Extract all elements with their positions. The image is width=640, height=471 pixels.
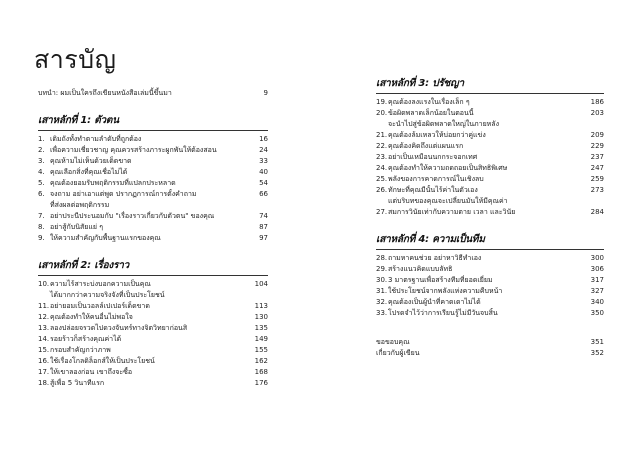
toc-entry-text: สมการวินัยเท่ากับความตาย เวลา และวินัย [388, 208, 516, 216]
toc-entry-number: 19. [376, 98, 388, 106]
toc-entry-page: 340 [590, 298, 604, 306]
toc-entry-number: 3. [38, 157, 45, 165]
toc-entry-number: 25. [376, 175, 388, 183]
toc-entry [38, 334, 268, 345]
toc-entry [38, 167, 268, 178]
toc-entry [38, 156, 268, 167]
toc-entry-text: คุณต้องลงแรงในเรื่องเล็ก ๆ [388, 98, 470, 106]
toc-entry-text: 3 มาตรฐานเพื่อสร้างทีมที่ยอดเยี่ยม [388, 276, 493, 284]
toc-entry-number: 10. [38, 280, 50, 288]
section-heading: เสาหลักที่ 1: ตัวตน [38, 113, 268, 131]
toc-entry-text: ข้อผิดพลาดเล็กน้อยในตอนนี้ [388, 109, 474, 117]
toc-entry-text: ถามหาคนช่วย อย่าหาวิธีทำเอง [388, 254, 482, 262]
toc-entry-page: 66 [259, 190, 268, 198]
toc-entry-text: ให้เขาลองก่อน เขาถึงจะซื้อ [50, 368, 133, 376]
toc-entry [38, 233, 268, 244]
toc-entry-page: 40 [259, 168, 268, 176]
toc-entry [376, 297, 604, 308]
toc-entry-page: 317 [590, 276, 604, 284]
toc-entry [38, 145, 268, 156]
toc-entry-text: เพื่อความเชี่ยวชาญ คุณควรสร้างภาระผูกพันให้ต้องสอน [50, 146, 217, 154]
toc-entry [38, 345, 268, 356]
toc-entry-number: 16. [38, 357, 50, 365]
toc-entry-number: 24. [376, 164, 388, 172]
toc-entry-text: คุณห้ามไม่เห็นด้วยเด็ดขาด [50, 157, 132, 165]
toc-entry-page: 97 [259, 234, 268, 242]
toc-entry-page: 16 [259, 135, 268, 143]
toc-entry-text: อย่าเป็นเหมือนนกกระจอกเทศ [388, 153, 478, 161]
toc-entry [38, 312, 268, 323]
toc-entry [38, 134, 268, 145]
toc-entry-page: 259 [590, 175, 604, 183]
toc-entry-number: 14. [38, 335, 50, 343]
toc-entry [38, 211, 268, 222]
toc-entry-number: 13. [38, 324, 50, 332]
toc-entry [376, 108, 604, 119]
toc-entry-page: 350 [590, 309, 604, 317]
toc-entry-page: 130 [254, 313, 268, 321]
toc-entry-page: 24 [259, 146, 268, 154]
toc-entry [38, 222, 268, 233]
toc-entry [38, 356, 268, 367]
toc-entry-number: 1. [38, 135, 45, 143]
toc-entry-text: ขอขอบคุณ [376, 338, 410, 346]
toc-entry [376, 130, 604, 141]
toc-entry-number: 4. [38, 168, 45, 176]
toc-entry-page: 54 [259, 179, 268, 187]
toc-entry-text: ลองปล่อยจรวดไปดวงจันทร์ทางจิตวิทยาก่อนสิ [50, 324, 188, 332]
toc-entry-page: 155 [254, 346, 268, 354]
toc-entry-page: 176 [254, 379, 268, 387]
toc-entry-page: 284 [590, 208, 604, 216]
toc-entry-text: ใช้เรื่องโกลดิล็อกส์ให้เป็นประโยชน์ [50, 357, 155, 365]
toc-entry [38, 367, 268, 378]
toc-entry-text: ให้ความสำคัญกับพื้นฐานแรกของคุณ [50, 234, 161, 242]
toc-entry-text: จงถาม อย่าเอาแต่พูด ปรากฏการณ์การตั้งคำถาม [50, 190, 197, 198]
toc-entry-text: เกี่ยวกับผู้เขียน [376, 349, 420, 357]
toc-entry-page: 229 [590, 142, 604, 150]
toc-entry-continuation: ได้มากกว่าความจริงจังที่เป็นประโยชน์ [50, 291, 165, 299]
toc-entry-number: 31. [376, 287, 388, 295]
toc-part [376, 76, 604, 218]
toc-entry-page: 74 [259, 212, 268, 220]
toc-entry-page: 9 [263, 89, 268, 97]
toc-entry-page: 87 [259, 223, 268, 231]
toc-entry-text: ความไร้สาระบ่งบอกความเป็นคุณ [50, 280, 151, 288]
toc-entry-number: 26. [376, 186, 388, 194]
toc-entry-number: 18. [38, 379, 50, 387]
toc-entry-text: สร้างแนวคิดแบบลัทธิ [388, 265, 453, 273]
toc-entry [376, 185, 604, 196]
toc-entry [376, 286, 604, 297]
toc-entry-page: 300 [590, 254, 604, 262]
toc-entry-page: 135 [254, 324, 268, 332]
toc-entry-number: 27. [376, 208, 388, 216]
toc-entry-number: 2. [38, 146, 45, 154]
toc-entry-text: รอยร้าวก็สร้างคุณค่าได้ [50, 335, 122, 343]
toc-entry [376, 253, 604, 264]
toc-entry-page: 351 [590, 338, 604, 346]
toc-entry-page: 104 [254, 280, 268, 288]
toc-entry [376, 308, 604, 319]
toc-entry-page: 113 [254, 302, 268, 310]
toc-entry-number: 11. [38, 302, 50, 310]
toc-entry-page: 273 [590, 186, 604, 194]
toc-entry-continuation: ที่ส่งผลต่อพฤติกรรม [50, 201, 110, 209]
toc-entry-text: คุณต้องคิดถึงแต่แผนแรก [388, 142, 464, 150]
toc-entry-page: 168 [254, 368, 268, 376]
page-title: สารบัญ [34, 45, 117, 74]
toc-entry-text: คุณต้องทำให้คนอื่นไม่พอใจ [50, 313, 133, 321]
toc-entry-continuation: จะนำไปสู่ข้อผิดพลาดใหญ่ในภายหลัง [388, 120, 499, 128]
toc-entry-number: 20. [376, 109, 388, 117]
toc-column-left [38, 76, 268, 389]
toc-entry-page: 237 [590, 153, 604, 161]
toc-entry [38, 178, 268, 189]
toc-entry [376, 337, 604, 348]
toc-entry-number: 21. [376, 131, 388, 139]
toc-entry-number: 6. [38, 190, 45, 198]
toc-entry [38, 279, 268, 290]
toc-entry-text: สู้เพื่อ 5 วินาทีแรก [50, 379, 105, 387]
toc-entry-text: อย่ายอมเป็นวอลล์เปเปอร์เด็ดขาด [50, 302, 150, 310]
toc-part [38, 113, 268, 244]
toc-entry-number: 32. [376, 298, 388, 306]
toc-entry-text: คุณต้องทำให้ความถดถอยเป็นสิทธิพิเศษ [388, 164, 508, 172]
toc-entry-text: คุณเลือกสิ่งที่คุณเชื่อไม่ได้ [50, 168, 128, 176]
toc-entry-number: 23. [376, 153, 388, 161]
toc-entry [38, 301, 268, 312]
toc-entry-text: บทนำ: ผมเป็นใครถึงเขียนหนังสือเล่มนี้ขึ้นมา [38, 89, 172, 97]
toc-entry [38, 323, 268, 334]
toc-entry-text: คุณต้องเป็นผู้นำที่คาดเดาไม่ได้ [388, 298, 481, 306]
toc-entry-page: 327 [590, 287, 604, 295]
toc-entry-number: 15. [38, 346, 50, 354]
toc-part [38, 258, 268, 389]
toc-entry-text: คุณต้องยอมรับพฤติกรรมที่แปลกประหลาด [50, 179, 176, 187]
section-heading: เสาหลักที่ 2: เรื่องราว [38, 258, 268, 276]
toc-entry-number: 29. [376, 265, 388, 273]
toc-entry-number: 12. [38, 313, 50, 321]
toc-entry-text: ทักษะที่คุณมีนั้นไร้ค่าในตัวเอง [388, 186, 478, 194]
toc-entry-page: 162 [254, 357, 268, 365]
toc-entry-number: 17. [38, 368, 50, 376]
toc-entry [38, 378, 268, 389]
toc-entry-number: 9. [38, 234, 45, 242]
toc-entry-number: 7. [38, 212, 45, 220]
toc-entry-page: 306 [590, 265, 604, 273]
toc-part [376, 232, 604, 319]
section-heading: เสาหลักที่ 3: ปรัชญา [376, 76, 604, 94]
toc-column-right [376, 76, 604, 359]
toc-entry-page: 209 [590, 131, 604, 139]
toc-entry-number: 28. [376, 254, 388, 262]
toc-entry-text: เติมถังทั้งทำตามลำดับที่ถูกต้อง [50, 135, 142, 143]
toc-entry-number: 30. [376, 276, 388, 284]
toc-entry [376, 97, 604, 108]
toc-entry-number: 33. [376, 309, 388, 317]
toc-entry [376, 141, 604, 152]
toc-entry-page: 186 [590, 98, 604, 106]
toc-entry-number: 22. [376, 142, 388, 150]
toc-entry-text: โปรดจำไว้ว่าการเรียนรู้ไม่มีวันจบสิ้น [388, 309, 498, 317]
toc-entry-number: 5. [38, 179, 45, 187]
toc-entry-text: ใช้ประโยชน์จากพลังแห่งความคืบหน้า [388, 287, 503, 295]
toc-entry [38, 189, 268, 200]
toc-entry-page: 247 [590, 164, 604, 172]
toc-intro-entry [38, 88, 268, 99]
toc-entry [376, 348, 604, 359]
toc-entry-text: อย่าสู้กับนิสัยแย่ ๆ [50, 223, 103, 231]
toc-entry-continuation: แต่บริบทของคุณจะเปลี่ยนมันให้มีคุณค่า [388, 197, 508, 205]
toc-entry [376, 163, 604, 174]
toc-entry [376, 174, 604, 185]
toc-entry-text: อย่าประนีประนอมกับ "เรื่องราวเกี่ยวกับตัวตน" ของคุณ [50, 212, 215, 220]
section-heading: เสาหลักที่ 4: ความเป็นทีม [376, 232, 604, 250]
toc-entry-text: คุณต้องล้มเหลวให้บ่อยกว่าคู่แข่ง [388, 131, 486, 139]
toc-entry-page: 352 [590, 349, 604, 357]
toc-entry-page: 149 [254, 335, 268, 343]
toc-entry [376, 152, 604, 163]
toc-closing [376, 337, 604, 359]
toc-entry-number: 8. [38, 223, 45, 231]
toc-entry-text: กรอบสำคัญกว่าภาพ [50, 346, 111, 354]
toc-entry-page: 203 [590, 109, 604, 117]
toc-entry [376, 207, 604, 218]
toc-entry-page: 33 [259, 157, 268, 165]
toc-entry [376, 264, 604, 275]
toc-entry-text: พลังของการคาดการณ์ในเชิงลบ [388, 175, 484, 183]
toc-entry [376, 275, 604, 286]
